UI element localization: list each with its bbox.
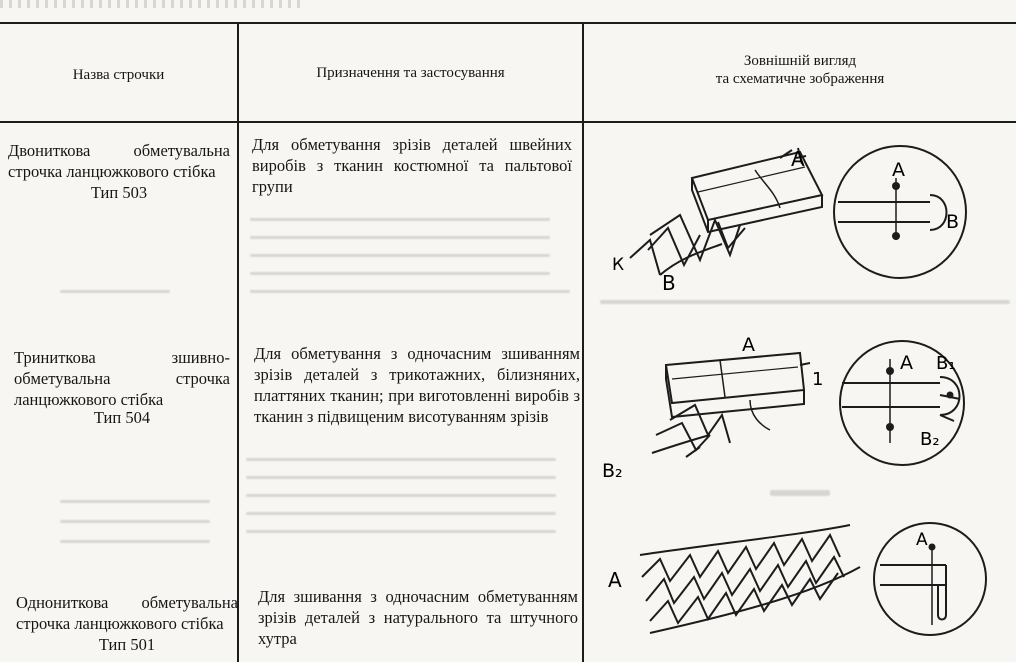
ghost-line [60, 540, 210, 543]
ghost-line [60, 290, 170, 293]
row2-stitch-illustration [600, 335, 1010, 485]
row3-name-cell: Однониткова обметувальна строчка ланцюжкового стібка Тип 501 [16, 593, 238, 654]
row3-type: Тип 501 [98, 635, 156, 654]
table-top-border [0, 22, 1016, 24]
row2-label-b2-circle: В₂ [920, 429, 940, 450]
row3-label-a-circle: А [916, 530, 928, 550]
row1-stitch-illustration [600, 140, 1010, 310]
scan-noise [0, 0, 300, 8]
row3-label-a: А [608, 568, 622, 592]
row1-label-b: В [662, 271, 676, 295]
header-name-column: Назва строчки [72, 67, 165, 83]
ghost-line [250, 254, 550, 257]
row1-label-k: К [612, 255, 625, 275]
row2-label-b1: В₁ [936, 353, 956, 374]
ghost-line [250, 218, 550, 221]
ghost-line [770, 490, 830, 496]
row1-label-a-circle: А [892, 159, 905, 181]
row1-label-b-circle: В [946, 211, 960, 233]
row2-name-cell: Триниткова зшивно-обметувальна строчка ланцюжкового стібка Тип 504 [14, 348, 230, 427]
column-divider-1 [237, 22, 239, 662]
ghost-line [250, 236, 550, 239]
row1-type: Тип 503 [90, 183, 148, 202]
row1-purpose-cell: Для обметування зрізів деталей швейних виробів з тканин костюмної та пальтової групи [252, 135, 572, 196]
ghost-line [246, 512, 556, 515]
ghost-line [60, 520, 210, 523]
row2-type: Тип 504 [93, 408, 151, 427]
row1-name-cell: Двониткова обметувальна строчка ланцюжкового стібка Тип 503 [8, 141, 230, 202]
row2-label-1: 1 [812, 369, 824, 390]
header-bottom-border [0, 121, 1016, 123]
ghost-line [60, 500, 210, 503]
row3-stitch-illustration [600, 515, 1010, 660]
column-divider-2 [582, 22, 584, 662]
header-appearance-column: Зовнішній вигляд та схематичне зображення [715, 53, 885, 87]
ghost-line [246, 476, 556, 479]
row1-label-a: А [791, 147, 805, 171]
row2-purpose-cell: Для обметування з одночасним зшиванням зрізів деталей з трикотажних, білизняних, платтяних тканин; при виготовленні виробів з тканин з підвищеним висотуванням зрізів [254, 344, 580, 426]
ghost-line [246, 530, 556, 533]
row2-label-a: А [742, 335, 755, 356]
header-purpose-column: Призначення та застосування [316, 65, 505, 81]
row3-purpose-cell: Для зшивання з одночасним обметуванням зрізів деталей з натурального та штучного хутра [258, 587, 578, 648]
ghost-line [246, 494, 556, 497]
row2-label-b2: В₂ [602, 460, 623, 482]
ghost-line [250, 290, 570, 293]
row2-label-a-circle: А [900, 352, 913, 374]
ghost-line [246, 458, 556, 461]
ghost-line [250, 272, 550, 275]
